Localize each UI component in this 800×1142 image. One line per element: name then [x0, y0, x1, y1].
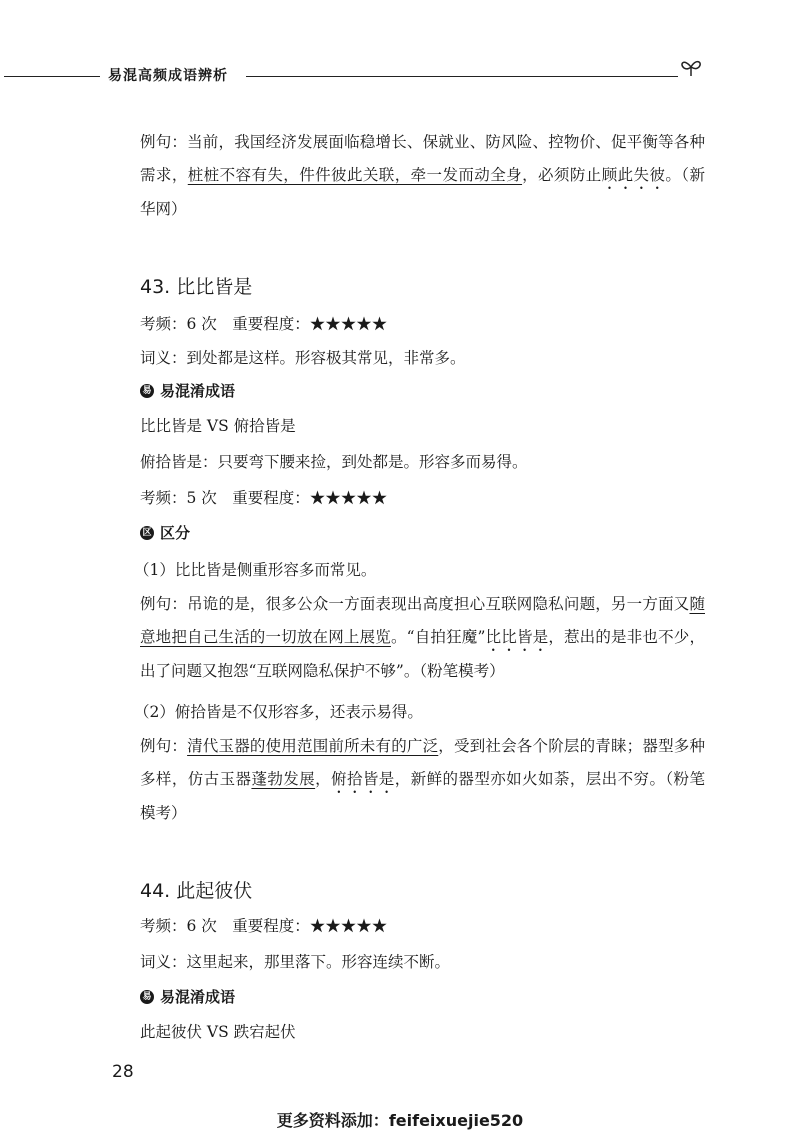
header-rule-left — [4, 76, 100, 77]
entry-44-meaning: 词义：这里起来，那里落下。形容连续不断。 — [140, 953, 451, 971]
ex2-text-b: ，受到社会各个阶层的青睐；器型多种多样，仿古玉器 — [140, 737, 705, 788]
ex1-underlined: 随意地把自己生活的一切放在网上展览 — [140, 595, 705, 646]
ex1-emphasis: 比比皆是 — [485, 628, 549, 646]
ex1-text-b: 。“自拍狂魔” — [390, 628, 486, 646]
header-rule-right — [246, 76, 678, 77]
entry-43-meaning: 词义：到处都是这样。形容极其常见，非常多。 — [140, 349, 466, 367]
header-title: 易混高频成语辨析 — [108, 68, 228, 84]
entry-43-confusable-heading — [140, 380, 235, 401]
entry-43-distinguish-heading — [140, 522, 190, 543]
distinguish-badge-icon: 区 — [140, 526, 154, 540]
entry-43-example-1 — [140, 588, 705, 688]
confusable-badge-icon: 易 — [140, 384, 154, 398]
entry-44-confusable-label: 易混淆成语 — [160, 988, 236, 1006]
page-number: 28 — [112, 1062, 134, 1082]
ex1-text-a: 例句：吊诡的是，很多公众一方面表现出高度担心互联网隐私问题，另一方面又 — [140, 595, 690, 613]
intro-emphasis: 顾此失彼 — [601, 166, 666, 184]
ex2-text-d: ，新鲜的器型亦如火如荼，层出不穷。（粉笔模考） — [140, 770, 705, 822]
ex2-text-c: ， — [315, 770, 332, 788]
entry-44-confusable-heading — [140, 986, 235, 1007]
intro-text-a: 例句：当前，我国经济发展面临稳增长、保就业、防风险、控物价、促平衡等各种需求， — [140, 133, 705, 184]
footer-note — [0, 1108, 800, 1131]
ex2-underlined-1: 清代玉器的使用范围前所未有的广泛 — [187, 737, 439, 755]
footer-handle: feifeixuejie520 — [388, 1111, 524, 1130]
entry-43-frequency: 考频：6 次 重要程度：★★★★★ — [140, 315, 388, 333]
ex1-text-c: ，惹出的是非也不少，出了问题又抱怨“互联网隐私保护不够”。（粉笔模考） — [140, 628, 705, 680]
entry-43-vs: 比比皆是 VS 俯拾皆是 — [140, 417, 296, 435]
intro-underlined: 桩桩不容有失，件件彼此关联，牵一发而动全身 — [187, 166, 523, 184]
entry-44-vs: 此起彼伏 VS 跌宕起伏 — [140, 1023, 296, 1041]
ex2-underlined-2: 蓬勃发展 — [251, 770, 316, 788]
entry-43-alt-frequency: 考频：5 次 重要程度：★★★★★ — [140, 489, 388, 507]
entry-43-alt-definition: 俯拾皆是：只要弯下腰来捡，到处都是。形容多而易得。 — [140, 453, 528, 471]
ex2-emphasis: 俯拾皆是 — [331, 770, 395, 788]
entry-43-point-2: （2）俯拾皆是不仅形容多，还表示易得。 — [134, 703, 423, 721]
entry-43-distinguish-label: 区分 — [160, 524, 191, 542]
entry-43-confusable-label: 易混淆成语 — [160, 382, 236, 400]
intro-example — [140, 126, 705, 226]
entry-43-title: 43. 比比皆是 — [140, 276, 253, 298]
entry-44-frequency: 考频：6 次 重要程度：★★★★★ — [140, 917, 388, 935]
intro-text-b: ，必须防止 — [522, 166, 602, 184]
entry-43-example-2 — [140, 730, 705, 830]
confusable-badge-icon-2: 易 — [140, 990, 154, 1004]
ex2-text-a: 例句： — [140, 737, 188, 755]
footer-label: 更多资料添加： — [276, 1111, 389, 1130]
sprout-icon — [676, 54, 706, 84]
entry-43-point-1: （1）比比皆是侧重形容多而常见。 — [134, 561, 377, 579]
running-header — [0, 62, 800, 92]
entry-44-title: 44. 此起彼伏 — [140, 880, 253, 902]
intro-text-c: 。（新华网） — [140, 166, 705, 218]
